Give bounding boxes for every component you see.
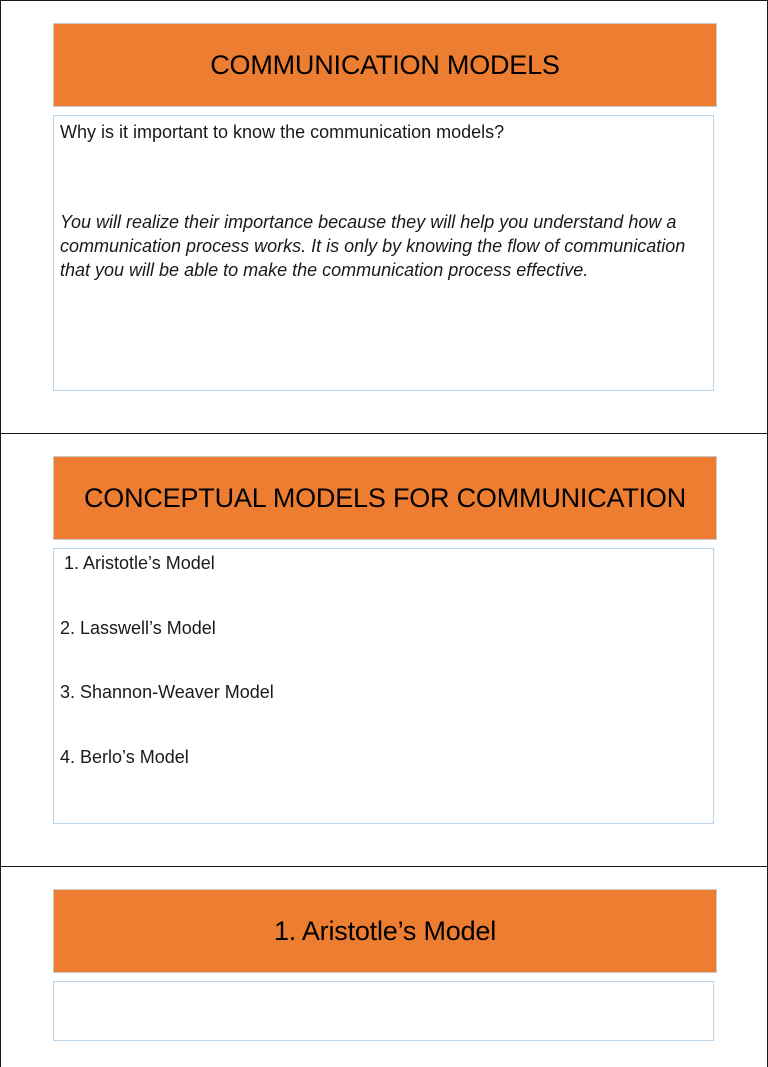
answer-text: You will realize their importance because they will help you understand how a communication process works. It is only by knowing the flow of communication that you will be able to make the communication process effective. xyxy=(60,212,686,280)
slide-title-bar xyxy=(53,456,717,540)
list-item: 1. Aristotle’s Model xyxy=(64,553,215,573)
slide-title: COMMUNICATION MODELS xyxy=(210,49,560,80)
slide-title-bar xyxy=(53,23,717,107)
slide-title-bar xyxy=(53,889,717,973)
slide-title: CONCEPTUAL MODELS FOR COMMUNICATION xyxy=(83,482,687,513)
list-item: 4. Berlo’s Model xyxy=(60,746,189,767)
list-item: 3. Shannon-Weaver Model xyxy=(60,682,274,702)
list-item: 2. Lasswell’s Model xyxy=(60,617,216,638)
model-list xyxy=(60,551,707,809)
question-text: Why is it important to know the communication models? xyxy=(60,122,505,142)
slide-communication-models xyxy=(0,0,768,434)
slide-conceptual-models xyxy=(0,433,768,867)
slide-content-box xyxy=(53,981,714,1041)
slide-content-box xyxy=(53,548,714,824)
slide-title: 1. Aristotle’s Model xyxy=(273,915,497,946)
slide-content-box xyxy=(53,115,714,391)
slide-aristotle-model xyxy=(0,866,768,1067)
